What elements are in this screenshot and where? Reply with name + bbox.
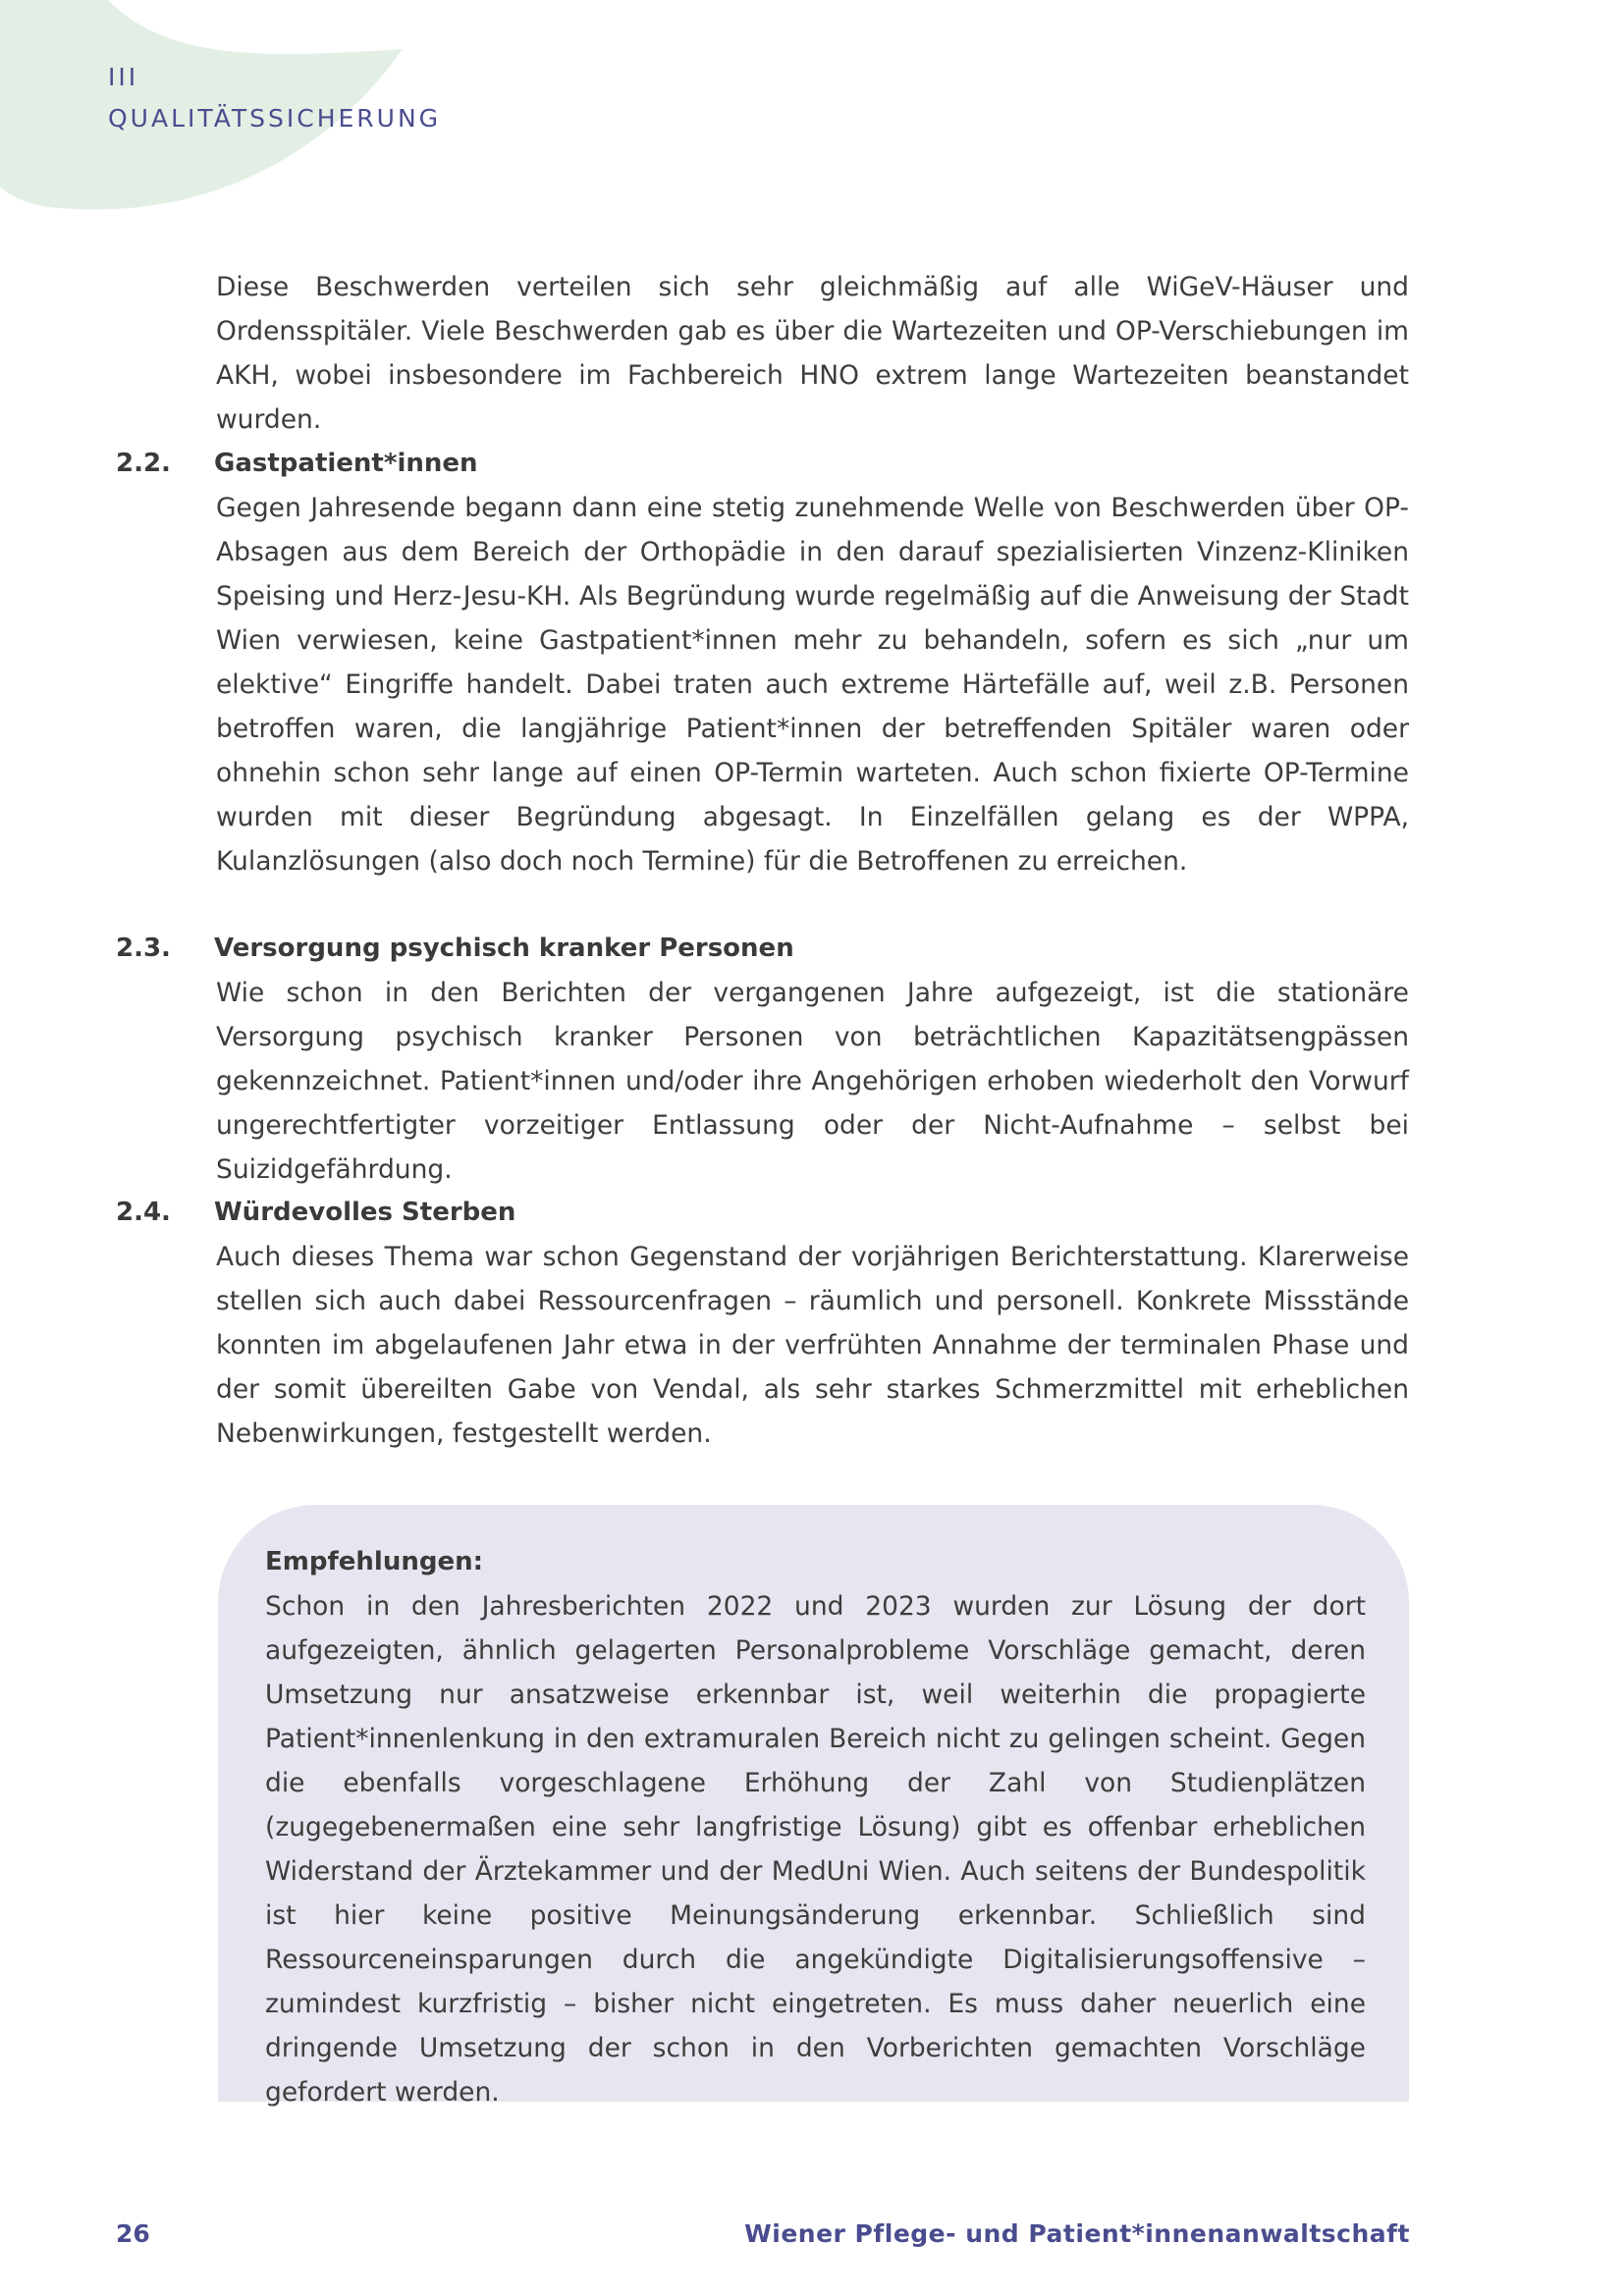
publication-title: Wiener Pflege- und Patient*innenanwaltschaft xyxy=(744,2219,1410,2248)
section-title: Versorgung psychisch kranker Personen xyxy=(214,934,794,963)
section-2-3 xyxy=(116,927,1409,1192)
chapter-number: III xyxy=(108,63,139,91)
section-heading xyxy=(116,442,1409,486)
section-2-4 xyxy=(116,1191,1409,1456)
page-number: 26 xyxy=(116,2219,150,2248)
section-title: Würdevolles Sterben xyxy=(214,1198,516,1227)
section-number: 2.2. xyxy=(116,449,171,478)
recommendation-box xyxy=(218,1505,1409,2108)
section-heading xyxy=(116,927,1409,971)
section-text: Gegen Jahresende begann dann eine stetig zunehmende Welle von Beschwerden über OP-Absagen aus dem Bereich der Orthopädie in den darauf spezialisierten Vinzenz-Kliniken Speising und Herz-Jesu-KH. Als Begründung wurde regelmäßig auf die Anweisung der Stadt Wien verwiesen, keine Gastpatient*innen mehr zu behandeln, sofern es sich „nur um elektive“ Eingriffe handelt. Dabei traten auch extreme Härtefälle auf, weil z.B. Personen betroffen waren, die langjährige Patient*innen der betreffenden Spitäler waren oder ohnehin schon sehr lange auf einen OP-Termin warteten. Auch schon fixierte OP-Termine wurden mit dieser Begründung abgesagt. In Einzelfällen gelang es der WPPA, Kulanzlösungen (also doch noch Termine) für die Betroffenen zu erreichen. xyxy=(216,493,1409,877)
recommendation-text: Schon in den Jahresberichten 2022 und 2023 wurden zur Lösung der dort aufgezeigten, ähnlich gelagerten Personalprobleme Vorschläge gemacht, deren Umsetzung nur ansatzweise erkennbar ist, weil weiterhin die propagierte Patient*innenlenkung in den extramuralen Bereich nicht zu gelingen scheint. Gegen die ebenfalls vorgeschlagene Erhöhung der Zahl von Studienplätzen (zugegebenermaßen eine sehr langfristige Lösung) gibt es offenbar erheblichen Widerstand der Ärztekammer und der MedUni Wien. Auch seitens der Bundespolitik ist hier keine positive Meinungsänderung erkennbar. Schließlich sind Ressourceneinsparungen durch die angekündigte Digitalisierungsoffensive – zumindest kurzfristig – bisher nicht eingetreten. Es muss daher neuerlich eine dringende Umsetzung der schon in den Vorberichten gemachten Vorschläge gefordert werden. xyxy=(265,1591,1366,2108)
section-2-2 xyxy=(116,442,1409,883)
intro-paragraph: Diese Beschwerden verteilen sich sehr gleichmäßig auf alle WiGeV-Häuser und Ordensspitäler. Viele Beschwerden gab es über die Wartezeiten und OP-Verschiebungen im AKH, wobei insbesondere im Fachbereich HNO extrem lange Wartezeiten beanstandet wurden. xyxy=(216,272,1409,435)
section-number: 2.3. xyxy=(116,934,171,963)
chapter-title: QUALITÄTSSICHERUNG xyxy=(108,104,442,133)
section-number: 2.4. xyxy=(116,1198,171,1227)
section-text: Wie schon in den Berichten der vergangenen Jahre aufgezeigt, ist die stationäre Versorgung psychisch kranker Personen von beträchtlichen Kapazitätsengpässen gekennzeichnet. Patient*innen und/oder ihre Angehörigen erhoben wiederholt den Vorwurf ungerechtfertigter vorzeitiger Entlassung oder der Nicht-Aufnahme – selbst bei Suizidgefährdung. xyxy=(216,978,1409,1185)
section-title: Gastpatient*innen xyxy=(214,449,478,478)
section-text: Auch dieses Thema war schon Gegenstand der vorjährigen Berichterstattung. Klarerweise stellen sich auch dabei Ressourcenfragen – räumlich und personell. Konkrete Missstände konnten im abgelaufenen Jahr etwa in der verfrühten Annahme der terminalen Phase und der somit übereilten Gabe von Vendal, als sehr starkes Schmerzmittel mit erheblichen Nebenwirkungen, festgestellt werden. xyxy=(216,1242,1409,1449)
section-heading xyxy=(116,1191,1409,1235)
recommendation-title: Empfehlungen: xyxy=(265,1547,484,1576)
chapter-header xyxy=(108,57,441,139)
